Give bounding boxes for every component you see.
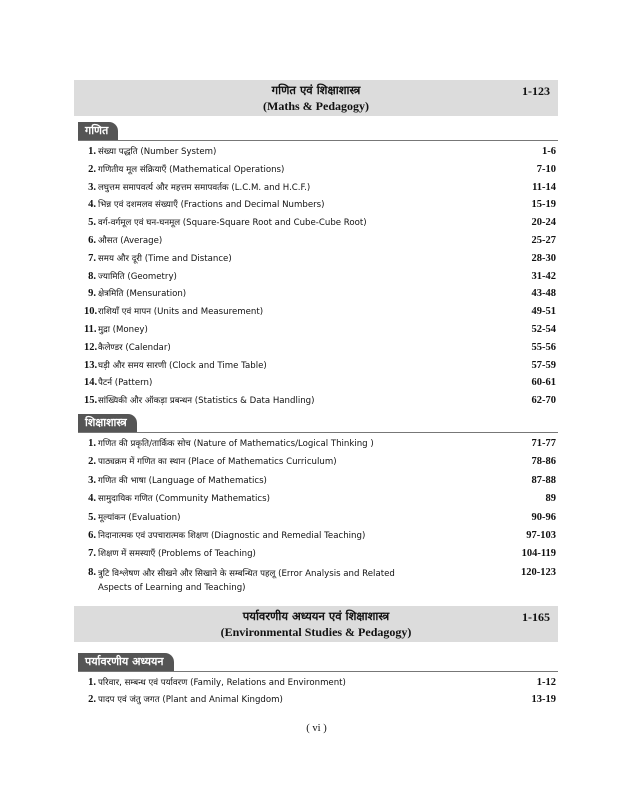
toc-entry-title: ज्यामिति (Geometry) xyxy=(98,271,177,282)
toc-entry-number: 13. xyxy=(84,359,98,371)
toc-entry-pages: 1-12 xyxy=(536,677,556,688)
toc-entry-number: 7. xyxy=(88,548,96,560)
toc-entry-title: लघुत्तम समापवर्त्य और महत्तम समापवर्तक (L.C.M. and H.C.F.) xyxy=(98,182,311,193)
toc-entry-title: कैलेण्डर (Calendar) xyxy=(98,342,171,353)
toc-entry xyxy=(84,493,556,509)
section-title-hindi: पर्यावरणीय अध्ययन एवं शिक्षाशास्त्र xyxy=(242,609,390,623)
section-header-evs xyxy=(74,606,558,642)
toc-entry-pages: 55-56 xyxy=(531,341,556,353)
toc-entry-pages: 25-27 xyxy=(531,235,556,246)
toc-entry-title: त्रुटि विश्लेषण और सीखने और सिखाने के सम्बन्धित पहलू (Error Analysis and Related Aspects of Learning and Teaching) xyxy=(98,568,395,593)
subsection-tab-paryavaran: पर्यावरणीय अध्ययन xyxy=(78,653,174,671)
subsection-divider xyxy=(78,432,558,433)
toc-entry-pages: 89 xyxy=(545,493,556,505)
toc-entry-pages: 1-6 xyxy=(542,146,556,157)
toc-entry xyxy=(84,324,556,340)
subsection-divider xyxy=(78,671,558,672)
toc-entry xyxy=(84,694,556,710)
toc-entry xyxy=(84,271,556,287)
section-title-english: (Environmental Studies & Pedagogy) xyxy=(220,625,412,639)
toc-entry-pages: 13-19 xyxy=(531,693,556,705)
toc-entry-number: 1. xyxy=(88,146,96,157)
toc-entry xyxy=(84,146,556,162)
toc-entry-number: 14. xyxy=(84,377,98,389)
toc-entry-title: परिवार, सम्बन्ध एवं पर्यावरण (Family, Relations and Environment) xyxy=(98,678,346,688)
toc-entry-number: 8. xyxy=(88,270,96,282)
toc-entry xyxy=(84,235,556,251)
toc-entry-pages: 20-24 xyxy=(531,217,556,229)
section-header-maths xyxy=(74,80,558,116)
toc-entry-pages: 52-54 xyxy=(531,324,556,335)
toc-entry-number: 8. xyxy=(88,566,96,578)
toc-entry-number: 5. xyxy=(88,511,96,523)
toc-entry-pages: 120-123 xyxy=(521,566,556,578)
toc-entry xyxy=(84,530,556,546)
toc-entry-number: 4. xyxy=(88,199,96,211)
toc-entry-pages: 15-19 xyxy=(531,199,556,211)
section-page-range: 1-123 xyxy=(522,84,550,98)
toc-entry xyxy=(84,199,556,215)
toc-entry-pages: 28-30 xyxy=(531,252,556,264)
toc-entry-title: पैटर्न (Pattern) xyxy=(98,378,153,389)
toc-entry-title: पादप एवं जंतु जगत (Plant and Animal Kingdom) xyxy=(98,694,283,705)
toc-entry-title: क्षेत्रमिति (Mensuration) xyxy=(98,289,187,300)
toc-entry-number: 6. xyxy=(88,530,96,541)
toc-entry xyxy=(84,475,556,491)
toc-entry-pages: 90-96 xyxy=(531,511,556,523)
section-title-hindi: गणित एवं शिक्षाशास्त्र xyxy=(271,83,361,97)
toc-entry-title: संख्या पद्धति (Number System) xyxy=(98,147,217,157)
toc-entry-number: 11. xyxy=(84,324,97,335)
toc-entry xyxy=(84,677,556,693)
toc-entry-title: राशियाँ एवं मापन (Units and Measurement) xyxy=(98,307,264,318)
toc-entry-pages: 97-103 xyxy=(526,530,556,541)
toc-entry-title: सांख्यिकी और ऑकड़ा प्रबन्धन (Statistics & Data Handling) xyxy=(98,396,315,407)
toc-entry-number: 3. xyxy=(88,474,96,486)
toc-entry-title: घड़ी और समय सारणी (Clock and Time Table) xyxy=(98,360,267,371)
toc-entry-pages: 87-88 xyxy=(531,474,556,486)
toc-entry xyxy=(84,182,556,198)
toc-entry-pages: 11-14 xyxy=(532,181,556,193)
toc-entry xyxy=(84,512,556,528)
toc-entry-title: सामुदायिक गणित (Community Mathematics) xyxy=(98,494,270,505)
toc-entry-number: 3. xyxy=(88,181,96,193)
toc-entry-title: पाठ्यक्रम में गणित का स्थान (Place of Mathematics Curriculum) xyxy=(98,457,337,468)
toc-entry-number: 1. xyxy=(88,438,96,449)
toc-entry xyxy=(84,438,556,454)
toc-entry-pages: 43-48 xyxy=(531,288,556,300)
toc-entry xyxy=(84,377,556,393)
toc-entry-title: औसत (Average) xyxy=(98,236,163,246)
toc-entry-pages: 57-59 xyxy=(531,359,556,371)
toc-entry-pages: 49-51 xyxy=(531,306,556,318)
toc-entry-number: 2. xyxy=(88,456,96,468)
toc-entry-title: मुद्रा (Money) xyxy=(98,325,148,335)
toc-entry xyxy=(84,548,556,564)
toc-entry-number: 15. xyxy=(84,395,98,407)
toc-entry xyxy=(84,306,556,322)
toc-entry-title: भिन्न एवं दशमलव संख्याएँ (Fractions and Decimal Numbers) xyxy=(98,200,325,211)
toc-entry xyxy=(84,253,556,269)
toc-entry-title: गणित की भाषा (Language of Mathematics) xyxy=(98,475,267,486)
toc-entry-number: 7. xyxy=(88,252,96,264)
toc-entry-number: 2. xyxy=(88,163,96,175)
toc-entry-title: शिक्षण में समस्याएँ (Problems of Teaching) xyxy=(98,549,256,560)
toc-entry xyxy=(84,164,556,180)
toc-entry xyxy=(84,395,556,411)
toc-entry-pages: 62-70 xyxy=(531,395,556,407)
section-page-range: 1-165 xyxy=(522,610,550,624)
subsection-tab-ganit: गणित xyxy=(78,122,118,140)
toc-entry-number: 6. xyxy=(88,235,96,246)
toc-entry-number: 2. xyxy=(88,693,96,705)
toc-entry xyxy=(84,456,556,472)
toc-entry-title: वर्ग-वर्गमूल एवं घन-घनमूल (Square-Square Root and Cube-Cube Root) xyxy=(98,218,367,229)
toc-entry-title: निदानात्मक एवं उपचारात्मक शिक्षण (Diagnostic and Remedial Teaching) xyxy=(98,531,366,541)
toc-entry-pages: 104-119 xyxy=(521,548,556,560)
toc-entry-pages: 71-77 xyxy=(531,438,556,449)
toc-entry xyxy=(84,288,556,304)
page-number: ( vi ) xyxy=(306,723,327,734)
toc-entry-number: 10. xyxy=(84,306,98,318)
toc-entry-number: 5. xyxy=(88,217,96,229)
toc-entry-pages: 60-61 xyxy=(531,377,556,389)
toc-entry-title: गणित की प्रकृति/तार्किक सोच (Nature of Mathematics/Logical Thinking ) xyxy=(98,439,374,449)
toc-entry-number: 9. xyxy=(88,288,96,300)
toc-entry-pages: 78-86 xyxy=(531,456,556,468)
toc-entry-pages: 31-42 xyxy=(531,270,556,282)
toc-entry xyxy=(84,217,556,233)
toc-entry-number: 12. xyxy=(84,341,98,353)
toc-entry xyxy=(84,360,556,376)
subsection-tab-shikshashastra: शिक्षाशास्त्र xyxy=(78,414,137,432)
section-title-english: (Maths & Pedagogy) xyxy=(263,99,369,113)
toc-entry-title: मूल्यांकन (Evaluation) xyxy=(98,512,181,523)
toc-entry-number: 4. xyxy=(88,493,96,505)
toc-entry-pages: 7-10 xyxy=(536,163,556,175)
toc-entry-title: समय और दूरी (Time and Distance) xyxy=(98,253,232,264)
toc-entry-number: 1. xyxy=(88,677,96,688)
toc-entry xyxy=(84,567,556,597)
subsection-divider xyxy=(78,140,558,141)
toc-entry xyxy=(84,342,556,358)
toc-entry-title: गणितीय मूल संक्रियाएँ (Mathematical Operations) xyxy=(98,164,285,175)
